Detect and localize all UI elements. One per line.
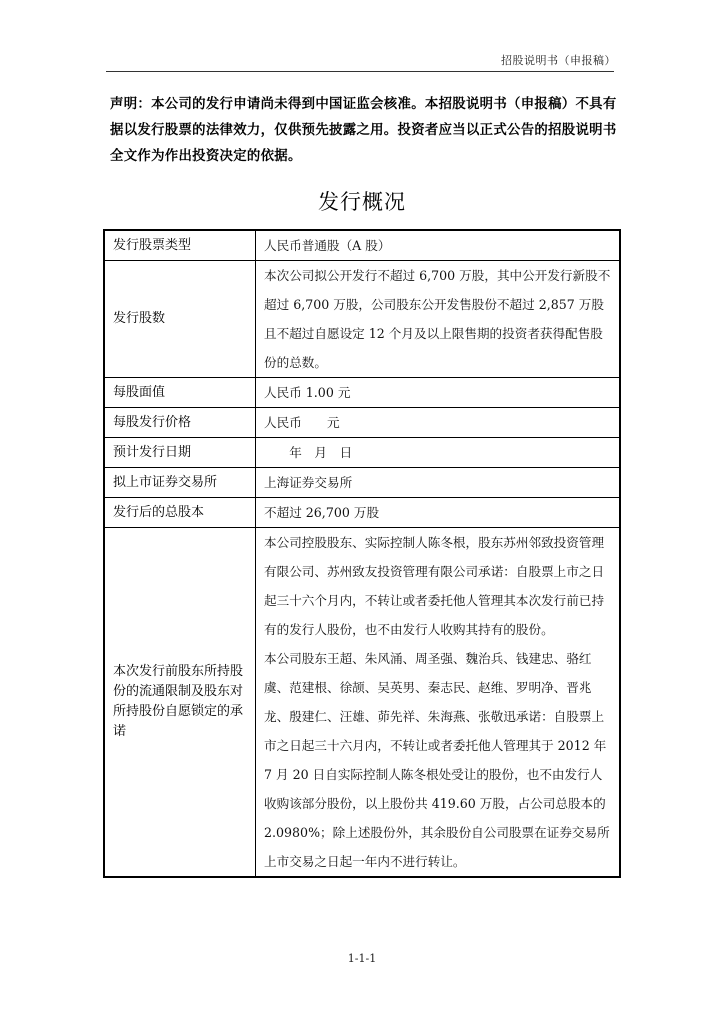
commitment-paragraph: 本公司股东王超、朱风涌、周圣强、魏治兵、钱建忠、骆红虞、范建根、徐颉、吴英男、秦志民、赵维、罗明净、晋兆龙、殷建仁、汪雄、茆先祥、朱海燕、张敬迅承诺：自股票上市之日起三十六月内，不转让或者委托他人管理其于 2012 年 7 月 20 日自实际控制人陈冬根处受让的股份，也不由发行人收购该部分股份，以上股份共 419.60 万股，占公司总股本的 2.0980%；除上述股份外，其余股份自公司股票在证券交易所上市交易之日起一年内不进行转让。 — [264, 651, 610, 869]
row-value: 不超过 26,700 万股 — [256, 498, 621, 528]
commitment-paragraph: 本公司控股股东、实际控制人陈冬根，股东苏州邻致投资管理有限公司、苏州致友投资管理有限公司承诺：自股票上市之日起三十六个月内，不转让或者委托他人管理其本次发行前已持有的发行人股份，也不由发行人收购其持有的股份。 — [264, 535, 605, 637]
row-value: 上海证券交易所 — [256, 468, 621, 498]
row-label: 拟上市证券交易所 — [104, 468, 256, 498]
table-row — [104, 378, 620, 408]
offering-overview-table — [103, 229, 621, 878]
row-value: 人民币普通股（A 股） — [256, 230, 621, 261]
row-value: 人民币 元 — [256, 408, 621, 438]
table-row — [104, 528, 620, 878]
table-row — [104, 261, 620, 378]
row-label: 本次发行前股东所持股份的流通限制及股东对所持股份自愿锁定的承诺 — [104, 528, 256, 878]
header-rule — [106, 71, 614, 72]
row-value: 本次公司拟公开发行不超过 6,700 万股，其中公开发行新股不超过 6,700 万股，公司股东公开发售股份不超过 2,857 万股且不超过自愿设定 12 个月及以上限售期的投资者获得配售股份的总数。 — [256, 261, 621, 378]
table-row — [104, 230, 620, 261]
row-label: 每股发行价格 — [104, 408, 256, 438]
row-label: 发行股数 — [104, 261, 256, 378]
disclaimer-statement: 声明：本公司的发行申请尚未得到中国证监会核准。本招股说明书（申报稿）不具有据以发行股票的法律效力，仅供预先披露之用。投资者应当以正式公告的招股说明书全文作为作出投资决定的依据。 — [110, 97, 617, 164]
table-row — [104, 468, 620, 498]
row-value — [256, 528, 621, 878]
table-row — [104, 408, 620, 438]
row-label: 发行股票类型 — [104, 230, 256, 261]
row-value: 年 月 日 — [256, 438, 621, 468]
row-label: 发行后的总股本 — [104, 498, 256, 528]
document-header-label: 招股说明书（申报稿） — [501, 54, 616, 67]
section-title: 发行概况 — [318, 190, 406, 214]
table-row — [104, 498, 620, 528]
page-number: 1-1-1 — [347, 952, 377, 965]
table-row — [104, 438, 620, 468]
row-label: 每股面值 — [104, 378, 256, 408]
row-value: 人民币 1.00 元 — [256, 378, 621, 408]
row-label: 预计发行日期 — [104, 438, 256, 468]
